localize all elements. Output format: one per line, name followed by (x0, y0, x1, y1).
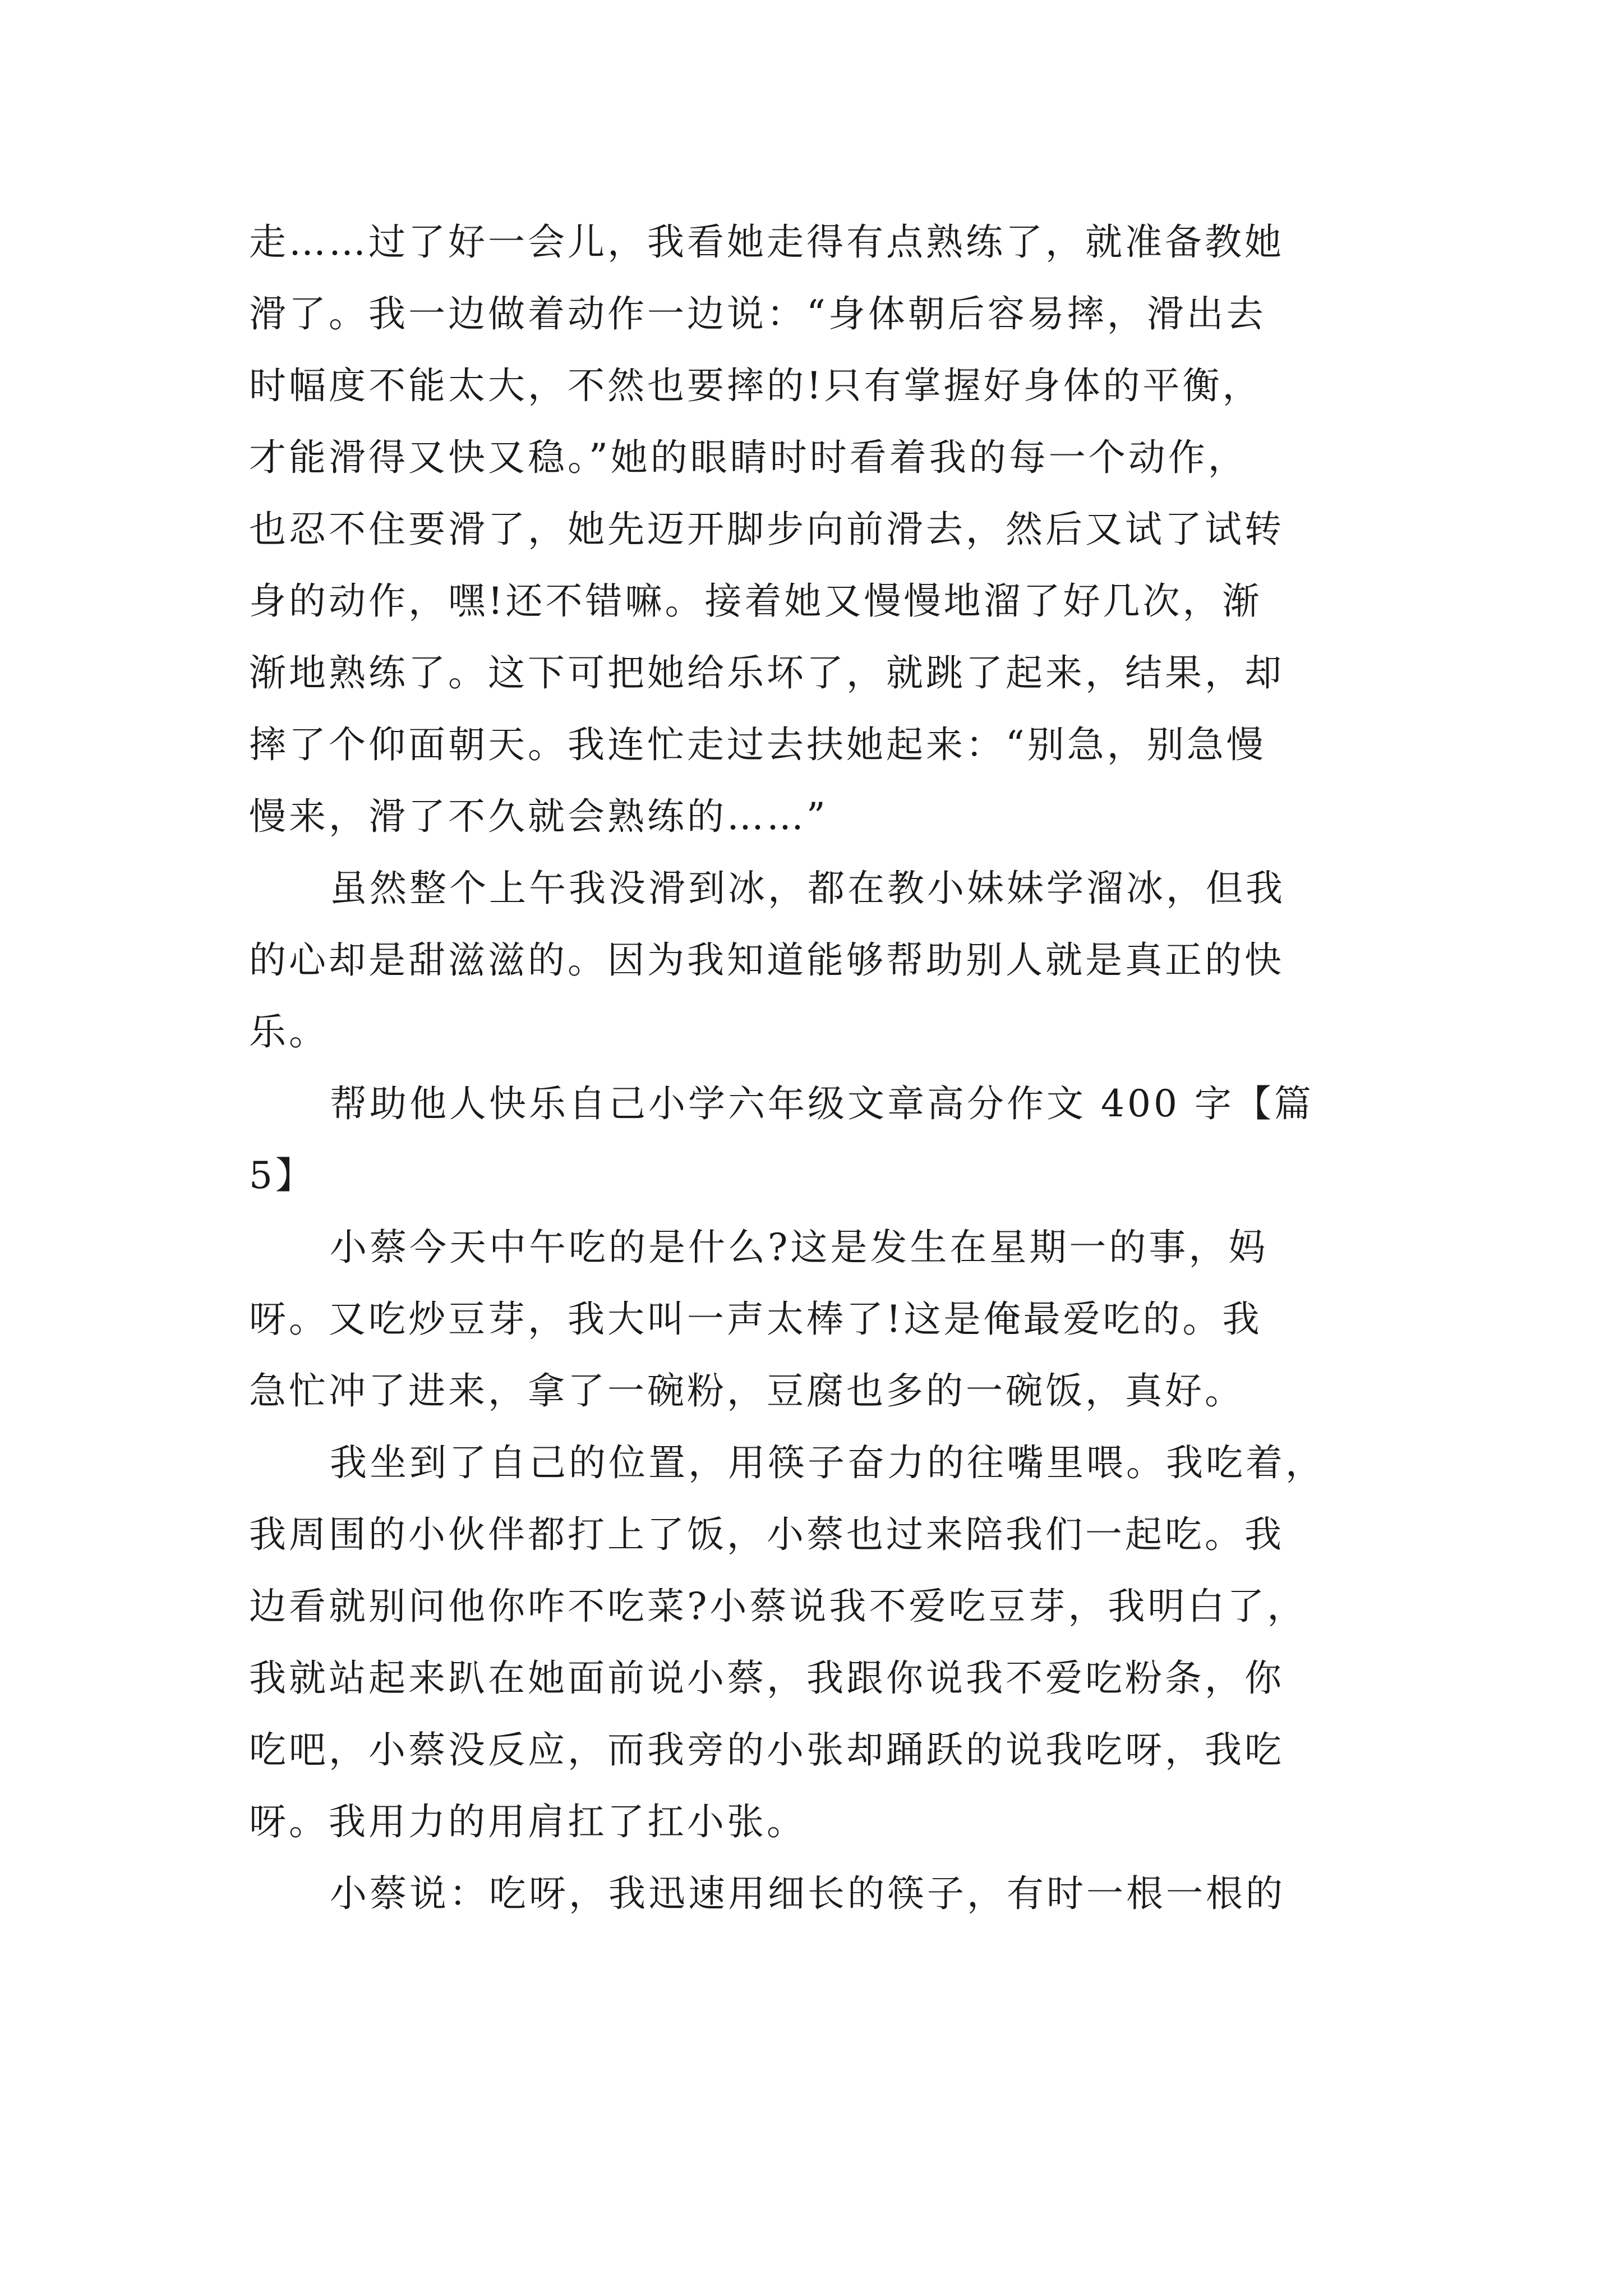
text-line: 滑了。我一边做着动作一边说：“身体朝后容易摔，滑出去 (249, 292, 1266, 335)
text-line: 边看就别问他你咋不吃菜?小蔡说我不爱吃豆芽，我明白了， (249, 1585, 1307, 1628)
essay-body (249, 206, 1376, 1930)
text-line: 身的动作，嘿!还不错嘛。接着她又慢慢地溜了好几次，渐 (249, 579, 1262, 623)
text-line: 我周围的小伙伴都打上了饭，小蔡也过来陪我们一起吃。我 (249, 1513, 1284, 1556)
text-line: 呀。又吃炒豆芽，我大叫一声太棒了!这是俺最爱吃的。我 (249, 1297, 1262, 1341)
paragraph-first-line: 虽然整个上午我没滑到冰，都在教小妹妹学溜冰，但我 (330, 867, 1285, 910)
section-heading: 帮助他人快乐自己小学六年级文章高分作文 400 字【篇 (330, 1082, 1314, 1125)
paragraph-first-line: 小蔡说：吃呀，我迅速用细长的筷子，有时一根一根的 (330, 1872, 1285, 1915)
text-line: 吃吧，小蔡没反应，而我旁的小张却踊跃的说我吃呀，我吃 (249, 1728, 1284, 1772)
text-line: 急忙冲了进来，拿了一碗粉，豆腐也多的一碗饭，真好。 (249, 1369, 1244, 1412)
text-line: 走……过了好一会儿，我看她走得有点熟练了，就准备教她 (249, 220, 1284, 264)
text-line: 才能滑得又快又稳。”她的眼睛时时看着我的每一个动作， (249, 436, 1248, 479)
text-line: 呀。我用力的用肩扛了扛小张。 (249, 1800, 806, 1843)
paragraph-first-line: 小蔡今天中午吃的是什么?这是发生在星期一的事，妈 (330, 1226, 1269, 1269)
text-line: 慢来，滑了不久就会熟练的……” (249, 795, 828, 838)
section-heading-continued: 5】 (249, 1154, 315, 1197)
text-line: 我就站起来趴在她面前说小蔡，我跟你说我不爱吃粉条，你 (249, 1657, 1284, 1700)
text-line: 摔了个仰面朝天。我连忙走过去扶她起来：“别急，别急慢 (249, 723, 1266, 766)
text-line: 也忍不住要滑了，她先迈开脚步向前滑去，然后又试了试转 (249, 508, 1284, 551)
text-line: 的心却是甜滋滋的。因为我知道能够帮助别人就是真正的快 (249, 938, 1284, 982)
text-line: 乐。 (249, 1010, 329, 1053)
text-line: 渐地熟练了。这下可把她给乐坏了，就跳了起来，结果，却 (249, 651, 1284, 694)
paragraph-first-line: 我坐到了自己的位置，用筷子奋力的往嘴里喂。我吃着， (330, 1441, 1325, 1484)
text-line: 时幅度不能太大，不然也要摔的!只有掌握好身体的平衡， (249, 364, 1262, 407)
